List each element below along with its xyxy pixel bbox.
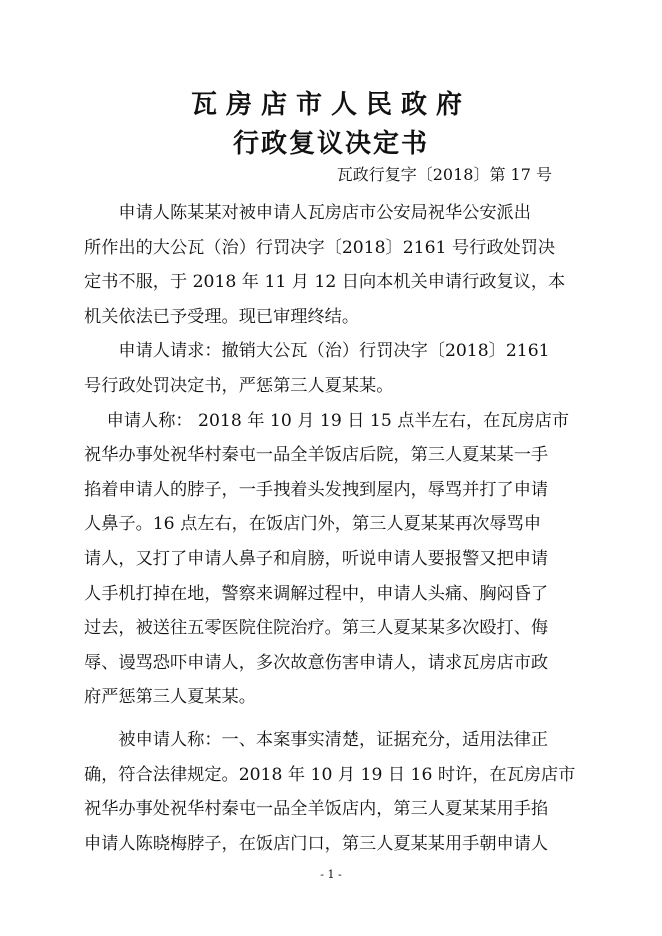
text-line: 申请人请求：撤销大公瓦（治）行罚决字〔2018〕2161 — [84, 341, 550, 362]
text-line: 请人，又打了申请人鼻子和肩膀，听说申请人要报警又把申请 — [84, 548, 549, 569]
paragraph-respondent-statement — [84, 723, 576, 861]
text-line: 所作出的大公瓦（治）行罚决字〔2018〕2161 号行政处罚决 — [84, 237, 556, 258]
text-line: 申请人陈某某对被申请人瓦房店市公安局祝华公安派出 — [84, 203, 531, 223]
text-line: 被申请人称：一、本案事实清楚，证据充分，适用法律正 — [84, 729, 549, 750]
paragraph-applicant-request — [84, 334, 566, 403]
text-line: 机关依法已予受理。现已审理终结。 — [84, 306, 360, 327]
document-title-issuer: 瓦房店市人民政府 — [190, 90, 471, 120]
text-line: 府严惩第三人夏某某。 — [84, 687, 256, 708]
document-title-type: 行政复议决定书 — [232, 129, 429, 159]
text-line: 号行政处罚决定书，严惩第三人夏某某。 — [84, 375, 394, 396]
document-body — [84, 196, 576, 861]
text-line: 申请人称： 2018 年 10 月 19 日 15 点半左右，在瓦房店市 — [84, 410, 570, 431]
text-line: 定书不服，于 2018 年 11 月 12 日向本机关申请行政复议，本 — [84, 272, 566, 293]
page-number: - 1 - — [320, 868, 342, 881]
text-line: 祝华办事处祝华村秦屯一品全羊饭店后院，第三人夏某某一手 — [84, 445, 549, 466]
text-line: 过去，被送往五零医院住院治疗。第三人夏某某多次殴打、侮 — [84, 618, 549, 639]
text-line: 掐着申请人的脖子，一手拽着头发拽到屋内，辱骂并打了申请 — [84, 479, 549, 500]
paragraph-applicant-statement — [84, 404, 570, 715]
text-line: 祝华办事处祝华村秦屯一品全羊饭店内，第三人夏某某用手掐 — [84, 799, 549, 820]
document-number: 瓦政行复字〔2018〕第 17 号 — [336, 165, 552, 184]
paragraph-intro — [84, 196, 566, 334]
text-line: 人鼻子。16 点左右，在饭店门外，第三人夏某某再次辱骂申 — [84, 514, 542, 535]
text-line: 申请人陈晓梅脖子，在饭店门口，第三人夏某某用手朝申请人 — [84, 833, 549, 854]
text-line: 人手机打掉在地，警察来调解过程中，申请人头痛、胸闷昏了 — [84, 583, 549, 604]
text-line: 辱、谩骂恐吓申请人，多次故意伤害申请人，请求瓦房店市政 — [84, 652, 549, 673]
text-line: 确，符合法律规定。2018 年 10 月 19 日 16 时许，在瓦房店市 — [84, 764, 576, 785]
